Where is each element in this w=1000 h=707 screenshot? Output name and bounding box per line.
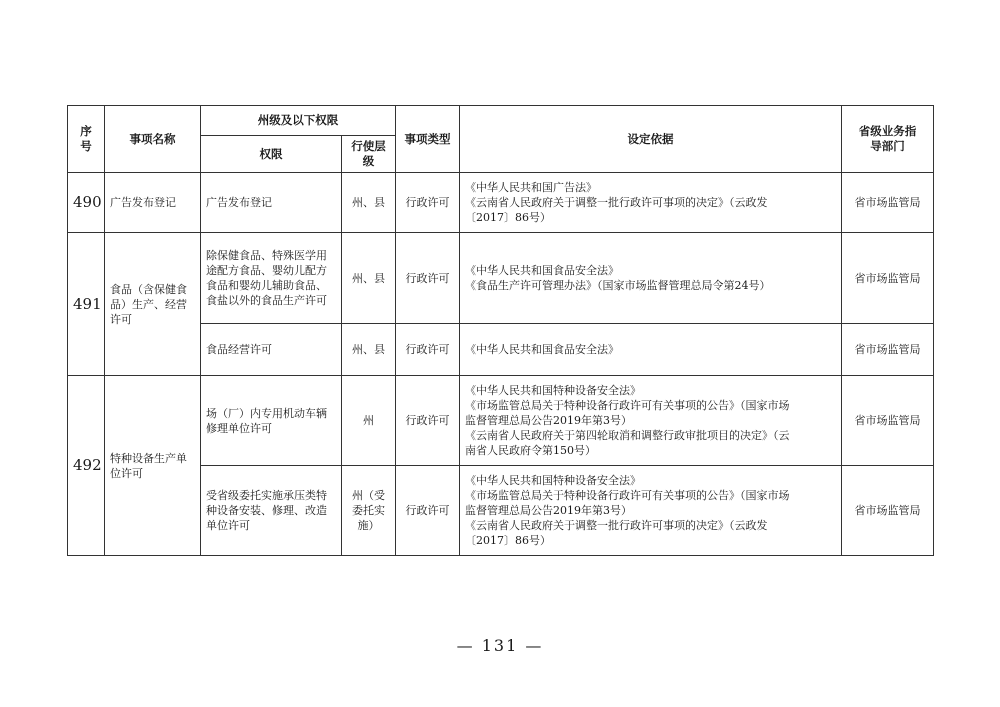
row-basis [460,466,842,556]
row-basis [460,376,842,466]
row-authority: 食品经营许可 [201,324,342,376]
row-type: 行政许可 [396,173,460,233]
table-row [68,376,934,466]
basis-line: 《云南省人民政府关于调整一批行政许可事项的决定》（云政发 [465,196,768,209]
basis-line: 〔2017〕86号） [465,534,551,547]
row-seq: 491 [68,233,105,376]
basis-line: 《云南省人民政府关于调整一批行政许可事项的决定》（云政发 [465,519,768,532]
row-dept: 省市场监管局 [842,173,934,233]
page-number: — 131 — [456,636,544,655]
row-level: 州、县 [342,173,396,233]
row-name: 特种设备生产单位许可 [105,376,201,556]
row-level: 州、县 [342,233,396,324]
table-row [68,233,934,324]
row-type: 行政许可 [396,466,460,556]
header-basis: 设定依据 [460,106,842,173]
basis-line: 监督管理总局公告2019年第3号） [465,414,632,427]
row-dept: 省市场监管局 [842,233,934,324]
row-name: 广告发布登记 [105,173,201,233]
basis-line: 《市场监管总局关于特种设备行政许可有关事项的公告》（国家市场 [465,399,790,412]
row-name: 食品（含保健食品）生产、经营许可 [105,233,201,376]
row-level: 州 [342,376,396,466]
row-level: 州、县 [342,324,396,376]
row-authority: 受省级委托实施承压类特种设备安装、修理、改造单位许可 [201,466,342,556]
header-seq: 序号 [68,106,105,173]
row-dept: 省市场监管局 [842,376,934,466]
header-type: 事项类型 [396,106,460,173]
basis-line: 〔2017〕86号） [465,211,551,224]
basis-line: 《食品生产许可管理办法》（国家市场监督管理总局令第24号） [465,279,771,292]
row-type: 行政许可 [396,233,460,324]
row-dept: 省市场监管局 [842,324,934,376]
header-authority: 权限 [201,136,342,173]
row-basis [460,233,842,324]
header-dept: 省级业务指导部门 [842,106,934,173]
table-row [68,173,934,233]
row-seq: 492 [68,376,105,556]
row-level: 州（受委托实施） [342,466,396,556]
row-authority: 场（厂）内专用机动车辆修理单位许可 [201,376,342,466]
basis-line: 《云南省人民政府关于第四轮取消和调整行政审批项目的决定》（云 [465,429,790,442]
basis-line: 《中华人民共和国特种设备安全法》 [465,474,641,487]
basis-line: 《中华人民共和国广告法》 [465,181,597,194]
basis-line: 《中华人民共和国食品安全法》 [465,343,619,356]
row-basis [460,173,842,233]
row-type: 行政许可 [396,324,460,376]
header-authority-group: 州级及以下权限 [201,106,396,136]
row-authority: 广告发布登记 [201,173,342,233]
basis-line: 《中华人民共和国特种设备安全法》 [465,384,641,397]
header-name: 事项名称 [105,106,201,173]
permission-table [67,105,934,556]
row-dept: 省市场监管局 [842,466,934,556]
row-basis [460,324,842,376]
basis-line: 南省人民政府令第150号） [465,444,596,457]
row-authority: 除保健食品、特殊医学用途配方食品、婴幼儿配方食品和婴幼儿辅助食品、食盐以外的食品生产许可 [201,233,342,324]
basis-line: 监督管理总局公告2019年第3号） [465,504,632,517]
row-seq: 490 [68,173,105,233]
basis-line: 《市场监管总局关于特种设备行政许可有关事项的公告》（国家市场 [465,489,790,502]
header-level: 行使层级 [342,136,396,173]
row-type: 行政许可 [396,376,460,466]
basis-line: 《中华人民共和国食品安全法》 [465,264,619,277]
